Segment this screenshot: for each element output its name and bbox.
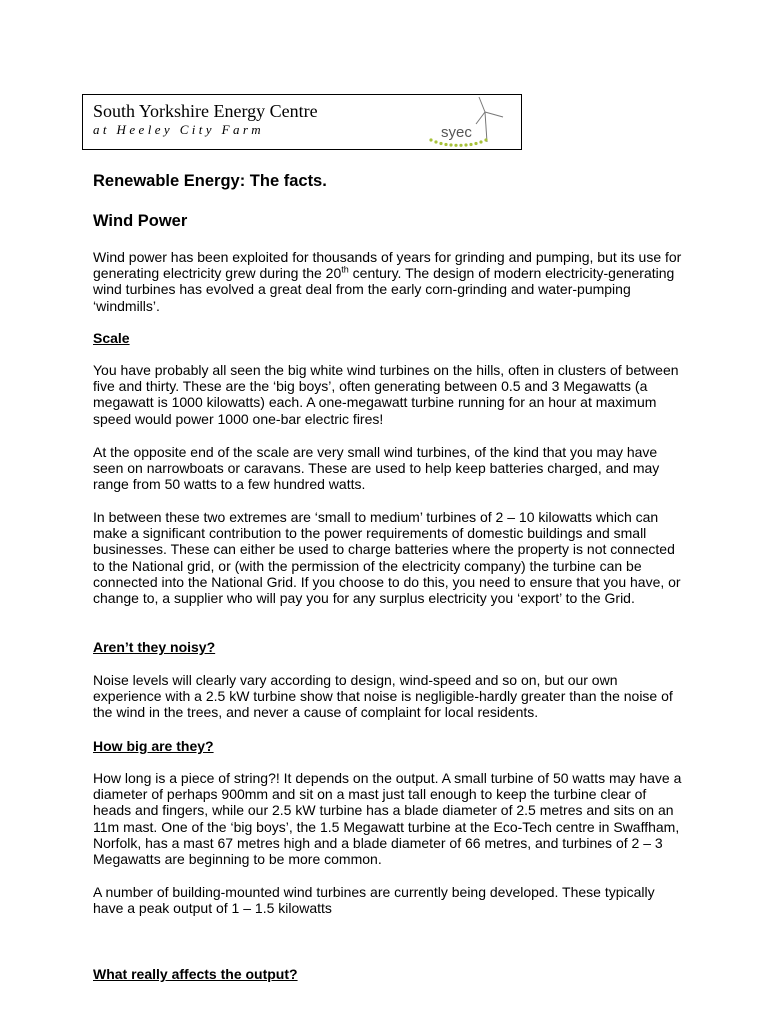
org-subtitle: at Heeley City Farm bbox=[93, 122, 265, 137]
heading-scale: Scale bbox=[93, 330, 130, 346]
heading-how-big: How big are they? bbox=[93, 738, 214, 754]
page-title: Renewable Energy: The facts. bbox=[93, 172, 327, 190]
logo-text: syec bbox=[441, 124, 472, 141]
intro-text-b: century. The design of modern electricity-generating wind turbines has evolved a great deal from the early corn-grinding and water-pumping ‘windmills’. bbox=[93, 265, 675, 314]
header-box bbox=[82, 94, 522, 150]
intro-text-a: Wind power has been exploited for thousands of years for grinding and pumping, but its use for generating electricity grew during the 20 bbox=[93, 249, 682, 282]
heading-output: What really affects the output? bbox=[93, 966, 298, 982]
scale-paragraph-1: You have probably all seen the big white wind turbines on the hills, often in clusters of between five and thirty. These are the ‘big boys’, often generating between 0.5 and 3 Megawatts (a megawatt is 1000 kilowatts) each. A one-megawatt turbine running for an hour at maximum speed would power 1000 one-bar electric fires! bbox=[93, 362, 679, 427]
how-big-paragraph-2: A number of building-mounted wind turbines are currently being developed. These typically have a peak output of 1 – 1.5 kilowatts bbox=[93, 884, 655, 917]
scale-paragraph-2: At the opposite end of the scale are very small wind turbines, of the kind that you may have seen on narrowboats or caravans. These are used to help keep batteries charged, and may range from 50 watts to a few hundred watts. bbox=[93, 444, 660, 493]
heading-noisy: Aren’t they noisy? bbox=[93, 639, 216, 655]
intro-superscript: th bbox=[341, 264, 349, 275]
how-big-paragraph-1: How long is a piece of string?! It depends on the output. A small turbine of 50 watts may have a diameter of perhaps 900mm and sit on a mast just tall enough to keep the turbine clear of heads and fingers, while our 2.5 kW turbine has a blade diameter of 2.5 metres and sits on an 11m mast. One of the ‘big boys’, the 1.5 Megawatt turbine at the Eco-Tech centre in Swaffham, Norfolk, has a mast 67 metres high and a blade diameter of 66 metres, and turbines of 2 – 3 Megawatts are beginning to be more common. bbox=[93, 770, 682, 868]
noisy-paragraph: Noise levels will clearly vary according to design, wind-speed and so on, but our own experience with a 2.5 kW turbine show that noise is negligible-hardly greater than the noise of the wind in the trees, and never a cause of complaint for local residents. bbox=[93, 672, 673, 721]
section-title: Wind Power bbox=[93, 212, 188, 230]
syec-logo-icon bbox=[421, 96, 517, 148]
org-name: South Yorkshire Energy Centre bbox=[93, 101, 318, 121]
scale-paragraph-3: In between these two extremes are ‘small to medium’ turbines of 2 – 10 kilowatts which can make a significant contribution to the power requirements of domestic buildings and small businesses. These can either be used to charge batteries where the property is not connected to the National grid, or (with the permission of the electricity company) the turbine can be connected into the National Grid. If you choose to do this, you need to ensure that you have, or change to, a supplier who will pay you for any surplus electricity you ‘export’ to the Grid. bbox=[93, 509, 681, 607]
intro-paragraph bbox=[93, 249, 683, 314]
